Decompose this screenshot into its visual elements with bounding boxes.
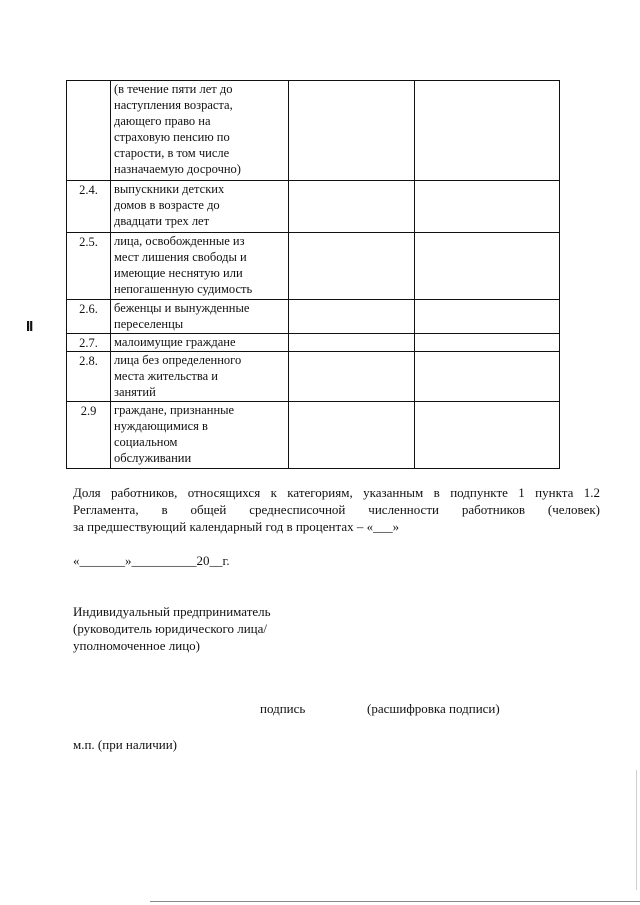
row-number: 2.8.	[67, 352, 111, 402]
value-cell	[415, 81, 560, 181]
value-cell	[415, 181, 560, 233]
signature-decode-label: (расшифровка подписи)	[367, 701, 500, 716]
paragraph-line: Доля работников, относящихся к категориям, указанным в подпункте 1 пункта 1.2	[73, 485, 600, 500]
workers-share-paragraph	[73, 484, 600, 535]
stamp-note: м.п. (при наличии)	[73, 737, 177, 752]
row-description	[111, 402, 289, 469]
row-number	[67, 81, 111, 181]
row-description	[111, 334, 289, 352]
table-row	[67, 81, 560, 181]
value-cell	[415, 352, 560, 402]
signer-line: уполномоченное лицо)	[73, 638, 201, 653]
row-description-line: мест лишения свободы и	[114, 250, 247, 264]
value-cell	[289, 352, 415, 402]
row-description	[111, 181, 289, 233]
row-description-line: имеющие неснятую или	[114, 266, 243, 280]
row-description	[111, 352, 289, 402]
row-description-line: граждане, признанные	[114, 403, 235, 417]
table-row	[67, 402, 560, 469]
value-cell	[289, 300, 415, 334]
row-number: 2.4.	[67, 181, 111, 233]
row-description-line: страховую пенсию по	[114, 130, 230, 144]
table-row	[67, 334, 560, 352]
row-description-line: беженцы и вынужденные	[114, 301, 250, 315]
value-cell	[289, 181, 415, 233]
row-description-line: обслуживании	[114, 451, 192, 465]
row-description-line: домов в возрасте до	[114, 198, 220, 212]
row-description-line: наступления возраста,	[114, 98, 233, 112]
row-description-line: (в течение пяти лет до	[114, 82, 233, 96]
value-cell	[289, 233, 415, 300]
row-description-line: двадцати трех лет	[114, 214, 210, 228]
table-row	[67, 233, 560, 300]
row-description-line: социальном	[114, 435, 178, 449]
table-row	[67, 300, 560, 334]
signer-line: (руководитель юридического лица/	[73, 621, 268, 636]
row-description-line: места жительства и	[114, 369, 218, 383]
value-cell	[289, 334, 415, 352]
row-number: 2.9	[67, 402, 111, 469]
date-line: «_______»__________20__г.	[73, 553, 230, 568]
row-description-line: непогашенную судимость	[114, 282, 253, 296]
value-cell	[415, 233, 560, 300]
margin-mark: II	[26, 318, 33, 335]
row-number: 2.7.	[67, 334, 111, 352]
table-row	[67, 352, 560, 402]
paragraph-line: Регламента, в общей среднесписочной численности работников (человек)	[73, 502, 600, 517]
value-cell	[415, 334, 560, 352]
signature-label: подпись	[260, 701, 306, 716]
row-description-line: нуждающимися в	[114, 419, 208, 433]
row-description-line: малоимущие граждане	[114, 335, 236, 349]
row-description-line: занятий	[114, 385, 156, 399]
bottom-rule	[150, 901, 640, 902]
row-description-line: переселенцы	[114, 317, 184, 331]
paragraph-line: за предшествующий календарный год в процентах – «___»	[73, 519, 400, 534]
row-number: 2.6.	[67, 300, 111, 334]
row-description-line: выпускники детских	[114, 182, 225, 196]
value-cell	[415, 402, 560, 469]
row-description	[111, 81, 289, 181]
row-number: 2.5.	[67, 233, 111, 300]
value-cell	[289, 81, 415, 181]
value-cell	[289, 402, 415, 469]
row-description-line: дающего право на	[114, 114, 211, 128]
row-description-line: лица без определенного	[114, 353, 242, 367]
signer-line: Индивидуальный предприниматель	[73, 604, 271, 619]
categories-table-body	[67, 81, 560, 469]
categories-table	[66, 80, 560, 469]
row-description-line: назначаемую досрочно)	[114, 162, 241, 176]
row-description	[111, 233, 289, 300]
value-cell	[415, 300, 560, 334]
row-description-line: лица, освобожденные из	[114, 234, 245, 248]
row-description	[111, 300, 289, 334]
table-row	[67, 181, 560, 233]
signer-block	[73, 603, 271, 654]
row-description-line: старости, в том числе	[114, 146, 230, 160]
scan-edge	[636, 770, 637, 890]
